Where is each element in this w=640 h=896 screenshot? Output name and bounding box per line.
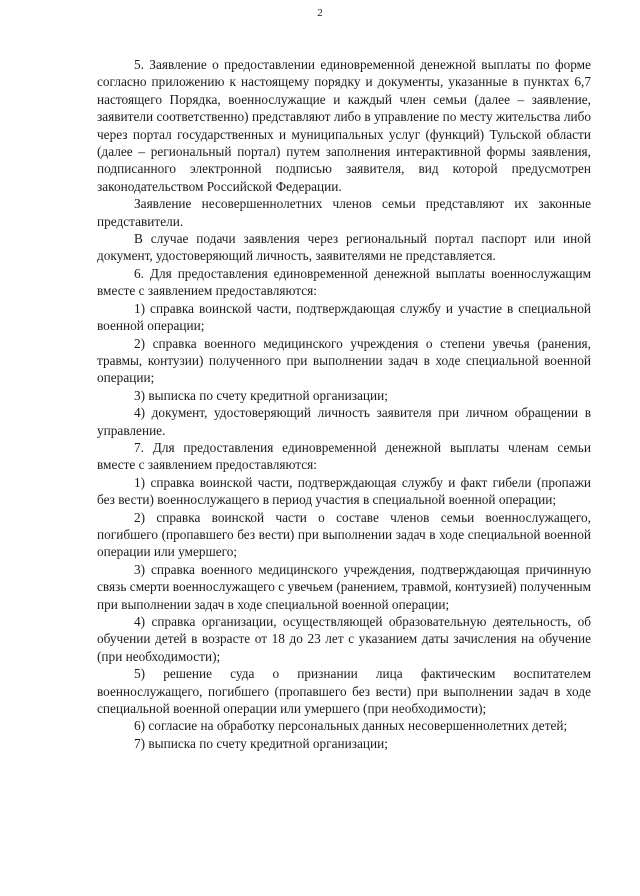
document-body	[97, 56, 591, 752]
list-item-6-1: 1) справка воинской части, подтверждающая службу и участие в специальной военной операции;	[97, 300, 591, 334]
paragraph-7: 7. Для предоставления единовременной денежной выплаты членам семьи вместе с заявлением предоставляются:	[97, 439, 591, 473]
page-number: 2	[317, 7, 323, 19]
list-item-7-3: 3) справка военного медицинского учреждения, подтверждающая причинную связь смерти военнослужащего с увечьем (ранением, травмой, контузией) полученным при выполнении задач в ходе специальной военной операции;	[97, 561, 591, 612]
paragraph-6: 6. Для предоставления единовременной денежной выплаты военнослужащим вместе с заявлением предоставляются:	[97, 265, 591, 299]
list-item-7-7: 7) выписка по счету кредитной организации;	[134, 735, 388, 751]
list-item-7-5: 5) решение суда о признании лица фактическим воспитателем военнослужащего, погибшего (пропавшего без вести) при выполнении задач в ходе специальной военной операции или умершего (при необходимости);	[97, 666, 591, 717]
list-item-7-4: 4) справка организации, осуществляющей образовательную деятельность, об обучении детей в возрасте от 18 до 23 лет с указанием даты зачисления на обучение (при необходимости);	[97, 614, 591, 664]
list-item-6-4: 4) документ, удостоверяющий личность заявителя при личном обращении в управление.	[97, 405, 591, 438]
list-item-7-1: 1) справка воинской части, подтверждающая службу и факт гибели (пропажи без вести) военнослужащего в период участия в специальной военной операции;	[97, 474, 591, 508]
list-item-7-6: 6) согласие на обработку персональных данных несовершеннолетних детей;	[134, 718, 568, 734]
paragraph-5: 5. Заявление о предоставлении единовременной денежной выплаты по форме согласно приложению к настоящему порядку и документы, указанные в пунктах 6,7 настоящего Порядка, военнослужащие и каждый член семьи (далее – заявление, заявители соответственно) представляют либо в управление по месту жительства либо через портал государственных и муниципальных услуг (функций) Тульской области (далее – региональный портал) путем заполнения интерактивной формы заявления, подписанного электронной подписью заявителя, вид которой предусмотрен законодательством Российской Федерации.	[97, 57, 591, 194]
paragraph-5-minors: Заявление несовершеннолетних членов семьи представляют их законные представители.	[97, 196, 591, 229]
paragraph-5-portal: В случае подачи заявления через региональный портал паспорт или иной документ, удостоверяющий личность, заявителями не представляется.	[97, 231, 591, 264]
list-item-7-2: 2) справка воинской части о составе членов семьи военнослужащего, погибшего (пропавшего без вести) при выполнении задач в ходе специальной военной операции или умершего;	[97, 509, 591, 560]
list-item-6-2: 2) справка военного медицинского учреждения о степени увечья (ранения, травмы, контузии) полученного при выполнении задач в ходе специальной военной операции;	[97, 335, 591, 386]
list-item-6-3: 3) выписка по счету кредитной организации;	[134, 387, 388, 403]
